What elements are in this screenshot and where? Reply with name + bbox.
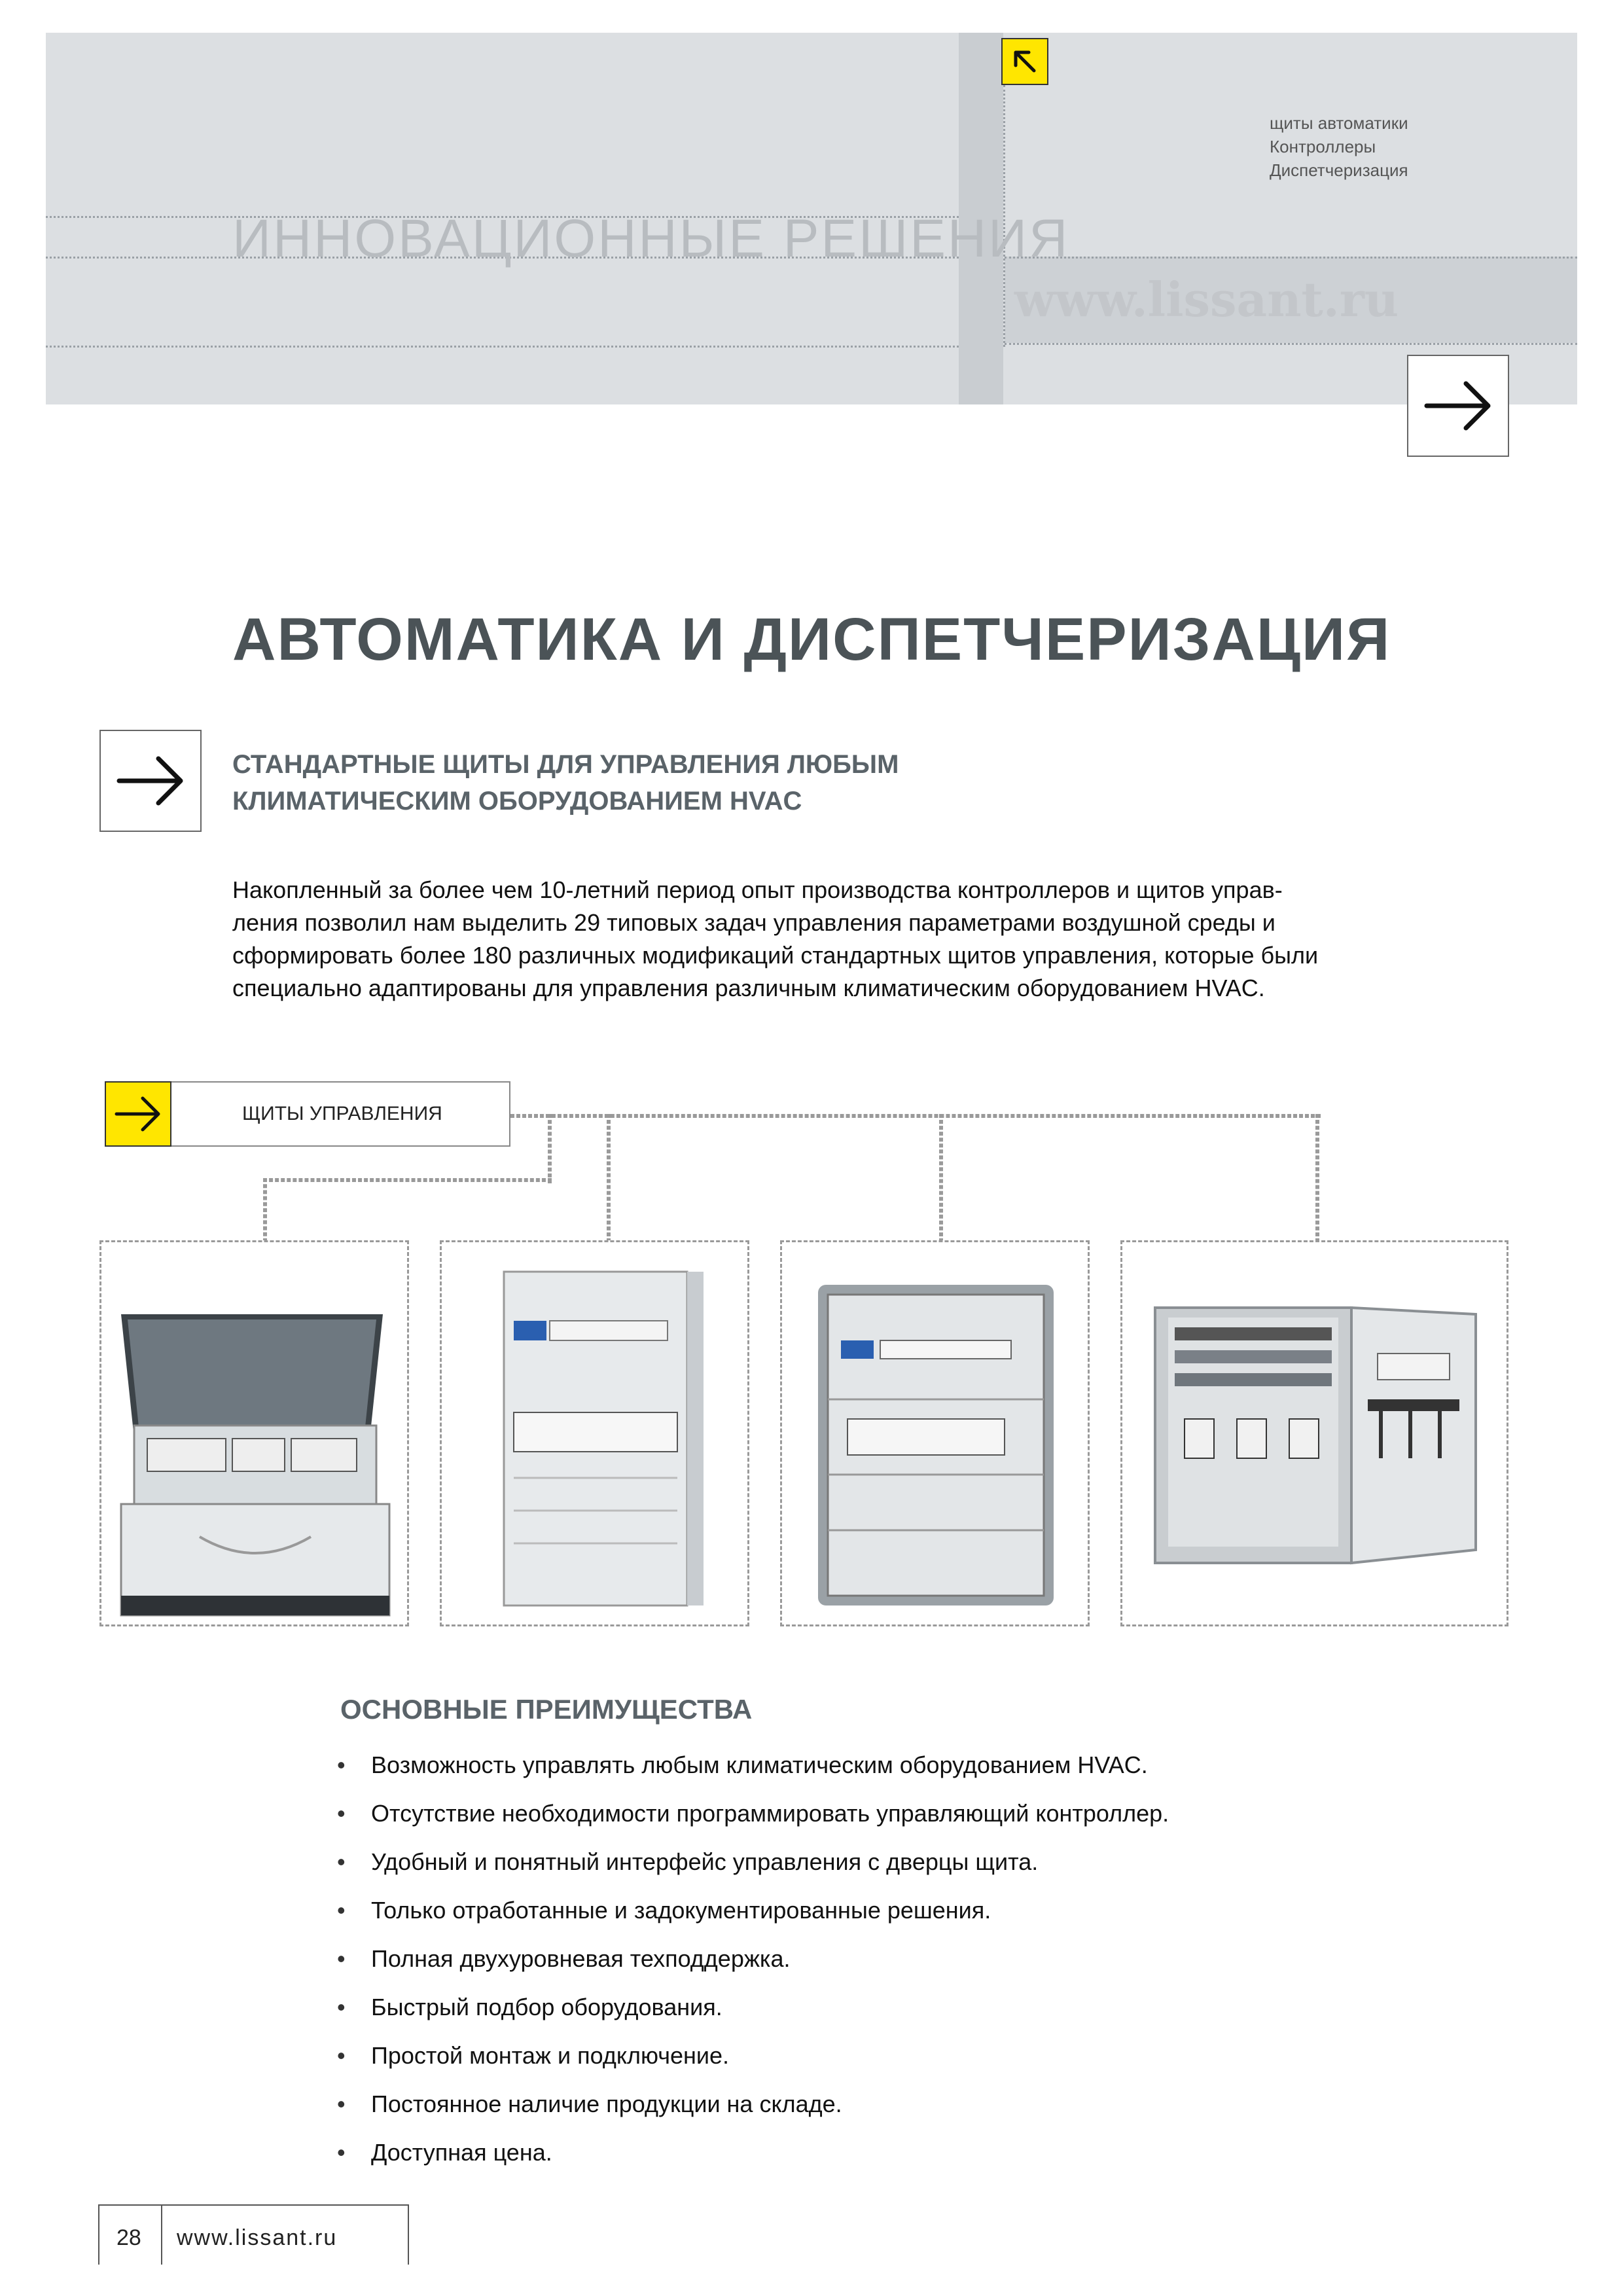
list-item — [337, 2128, 1169, 2177]
control-panel-image — [782, 1242, 1088, 1624]
control-panel-image — [101, 1242, 407, 1624]
benefit-text: Только отработанные и задокументированные решения. — [371, 1897, 991, 1924]
connector-line — [510, 1114, 1321, 1118]
paragraph-line: Накопленный за более чем 10-летний период опыт производства контроллеров и щитов управ- — [232, 876, 1283, 903]
control-panel-image — [1122, 1242, 1507, 1624]
panels-label-arrow[interactable] — [105, 1081, 171, 1147]
subheading-line: СТАНДАРТНЫЕ ЩИТЫ ДЛЯ УПРАВЛЕНИЯ ЛЮБЫМ — [232, 750, 899, 779]
subheading-line: КЛИМАТИЧЕСКИМ ОБОРУДОВАНИЕМ HVAC — [232, 787, 802, 816]
intro-paragraph — [232, 874, 1463, 1005]
benefit-text: Отсутствие необходимости программировать управляющий контроллер. — [371, 1800, 1169, 1827]
arrow-up-left-icon — [1003, 39, 1047, 84]
bullet: • — [337, 2090, 346, 2117]
list-item — [337, 1983, 1169, 2032]
panel-image-frame[interactable] — [780, 1240, 1090, 1626]
benefit-text: Постоянное наличие продукции на складе. — [371, 2090, 842, 2117]
footer-divider — [161, 2204, 162, 2265]
benefit-text: Быстрый подбор оборудования. — [371, 1994, 722, 2020]
connector-line — [263, 1178, 267, 1242]
list-item — [337, 2032, 1169, 2080]
back-arrow-button[interactable] — [1001, 38, 1048, 85]
arrow-right-icon — [101, 731, 200, 831]
bullet: • — [337, 1945, 346, 1972]
benefit-text: Удобный и понятный интерфейс управления с дверцы щита. — [371, 1848, 1039, 1875]
nav-item-dispatch[interactable]: Диспетчеризация — [1270, 160, 1408, 180]
bullet: • — [337, 1848, 346, 1875]
header-tagline: ИННОВАЦИОННЫЕ РЕШЕНИЯ — [232, 209, 1070, 268]
footer-url-link[interactable]: www.lissant.ru — [177, 2225, 338, 2250]
paragraph-line: специально адаптированы для управления различным климатическим оборудованием HVAC. — [232, 975, 1265, 1001]
list-item — [337, 1789, 1169, 1838]
connector-line — [1315, 1114, 1319, 1242]
connector-line — [263, 1178, 552, 1182]
header-nav — [1270, 111, 1408, 182]
list-item — [337, 2080, 1169, 2128]
nav-item-controllers[interactable]: Контроллеры — [1270, 137, 1376, 156]
bullet: • — [337, 1994, 346, 2020]
panels-label: ЩИТЫ УПРАВЛЕНИЯ — [242, 1103, 442, 1124]
paragraph-line: ления позволил нам выделить 29 типовых задач управления параметрами воздушной среды и — [232, 909, 1275, 936]
bullet: • — [337, 1897, 346, 1924]
list-item — [337, 1741, 1169, 1789]
list-item — [337, 1886, 1169, 1935]
section-arrow-button[interactable] — [99, 730, 202, 832]
benefit-text: Полная двухуровневая техподдержка. — [371, 1945, 791, 1972]
arrow-right-icon — [1408, 356, 1508, 456]
page-title: АВТОМАТИКА И ДИСПЕТЧЕРИЗАЦИЯ — [232, 606, 1391, 673]
control-panel-image — [442, 1242, 747, 1624]
panel-image-frame[interactable] — [1120, 1240, 1508, 1626]
list-item — [337, 1838, 1169, 1886]
bullet: • — [337, 2139, 346, 2166]
benefit-text: Доступная цена. — [371, 2139, 552, 2166]
bullet: • — [337, 1800, 346, 1827]
header-url-link[interactable]: www.lissant.ru — [1014, 272, 1399, 327]
list-item — [337, 1935, 1169, 1983]
benefits-list — [337, 1741, 1169, 2177]
paragraph-line: сформировать более 180 различных модификаций стандартных щитов управления, которые были — [232, 942, 1319, 969]
connector-line — [548, 1114, 552, 1183]
connector-line — [607, 1114, 611, 1242]
benefits-title: ОСНОВНЫЕ ПРЕИМУЩЕСТВА — [340, 1694, 753, 1725]
bullet: • — [337, 1751, 346, 1778]
header-dotted-line — [1005, 343, 1577, 345]
header-dotted-line — [1005, 257, 1577, 259]
benefit-text: Возможность управлять любым климатическим оборудованием HVAC. — [371, 1751, 1148, 1778]
connector-line — [939, 1114, 943, 1242]
section-subheading — [232, 746, 899, 819]
bullet: • — [337, 2042, 346, 2069]
benefit-text: Простой монтаж и подключение. — [371, 2042, 729, 2069]
panel-image-frame[interactable] — [99, 1240, 409, 1626]
arrow-right-icon — [106, 1083, 170, 1145]
header-dotted-line — [46, 346, 959, 348]
next-arrow-button[interactable] — [1407, 355, 1509, 457]
nav-item-panels[interactable]: щиты автоматики — [1270, 113, 1408, 133]
panel-image-frame[interactable] — [440, 1240, 749, 1626]
page-number: 28 — [116, 2225, 141, 2250]
